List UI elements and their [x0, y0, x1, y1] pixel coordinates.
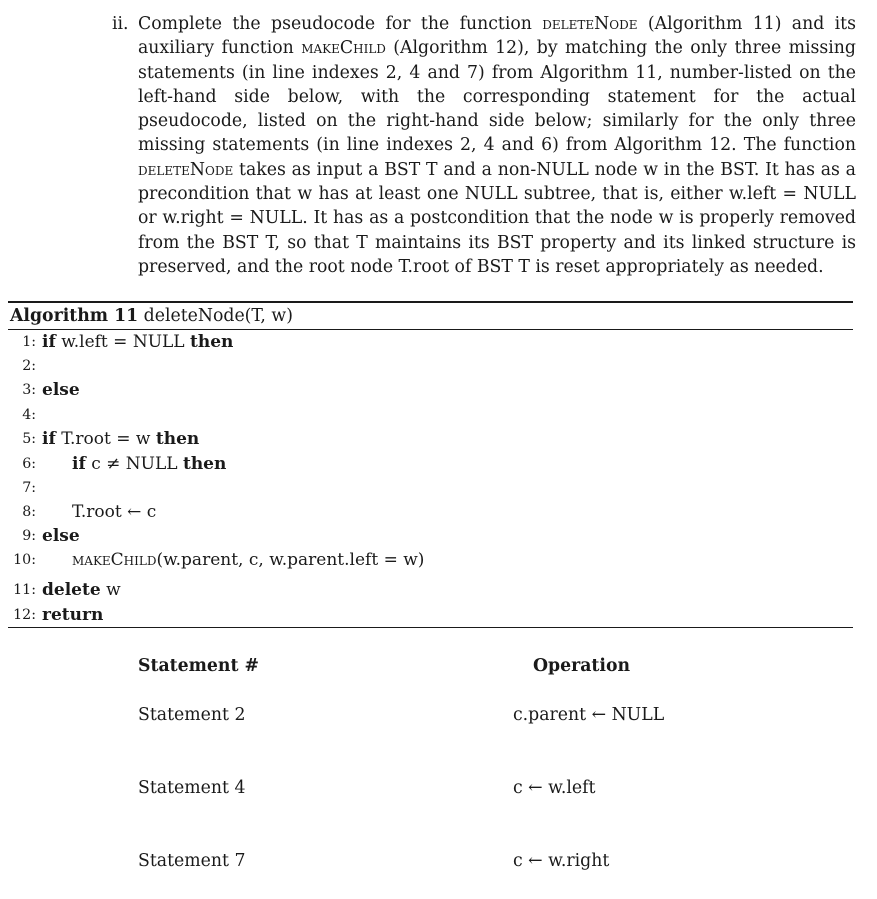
line-number: 12: [13, 607, 36, 623]
function-name-deletenode-2: deleteNode [138, 159, 234, 180]
question-alg11-ref: (Algorithm 11) and its auxiliary function [138, 14, 856, 59]
line-code: else [42, 526, 80, 546]
line-number: 3: [22, 382, 36, 398]
question-intro: Complete the pseudocode for the function [138, 14, 543, 34]
line-number: 4: [22, 407, 36, 423]
algorithm-caption [10, 304, 293, 328]
line-number: 11: [13, 582, 36, 598]
table-cell-statement: Statement 2 [138, 705, 246, 725]
function-name-makechild: makeChild [301, 38, 386, 59]
question-body: (Algorithm 12), by matching the only three missing statements (in line indexes 2, 4 and 7) from Algorithm 11, number-listed on the left-hand side below, with the corresponding statement for the actual pseudocode, listed on the right-hand side below; similarly for the only three missing statements (in line indexes 2, 4 and 6) from Algorithm 12. The function [138, 38, 856, 156]
table-header-operation: Operation [533, 656, 631, 676]
line-code: if T.root = w then [42, 429, 200, 449]
line-number: 5: [22, 431, 36, 447]
line-number: 8: [22, 504, 36, 520]
question-number: ii. [112, 14, 129, 34]
algorithm-label: Algorithm 11 [10, 306, 139, 326]
line-code: delete w [42, 580, 121, 600]
algorithm-bottom-rule [8, 627, 853, 628]
table-cell-operation: c.parent ← NULL [513, 705, 665, 725]
line-code: T.root ← c [72, 502, 157, 522]
question-text [138, 12, 856, 279]
table-cell-statement: Statement 4 [138, 778, 246, 798]
line-code: makeChild(w.parent, c, w.parent.left = w) [72, 550, 425, 570]
line-number: 6: [22, 456, 36, 472]
question-paragraph [112, 12, 856, 279]
line-code: return [42, 605, 104, 625]
table-cell-operation: c ← w.right [513, 851, 610, 871]
line-number: 1: [22, 334, 36, 350]
line-number: 9: [22, 528, 36, 544]
line-code: if c ≠ NULL then [72, 454, 227, 474]
function-name-deletenode: deleteNode [542, 14, 638, 34]
algorithm-signature: deleteNode(T, w) [143, 306, 293, 326]
algorithm-top-rule [8, 301, 853, 303]
line-number: 10: [13, 552, 36, 568]
table-header-statement: Statement # [138, 656, 259, 676]
line-code: else [42, 380, 80, 400]
question-rest: takes as input a BST T and a non-NULL node w in the BST. It has as a precondition that w has at least one NULL subtree, that is, either w.left = NULL or w.right = NULL. It has as a postcondition that the node w is properly removed from the BST T, so that T maintains its BST property and its linked structure is preserved, and the root node T.root of BST T is reset appropriately as needed. [138, 159, 856, 277]
line-code: if w.left = NULL then [42, 332, 234, 352]
line-number: 2: [22, 358, 36, 374]
table-cell-statement: Statement 7 [138, 851, 246, 871]
table-cell-operation: c ← w.left [513, 778, 596, 798]
line-number: 7: [22, 480, 36, 496]
